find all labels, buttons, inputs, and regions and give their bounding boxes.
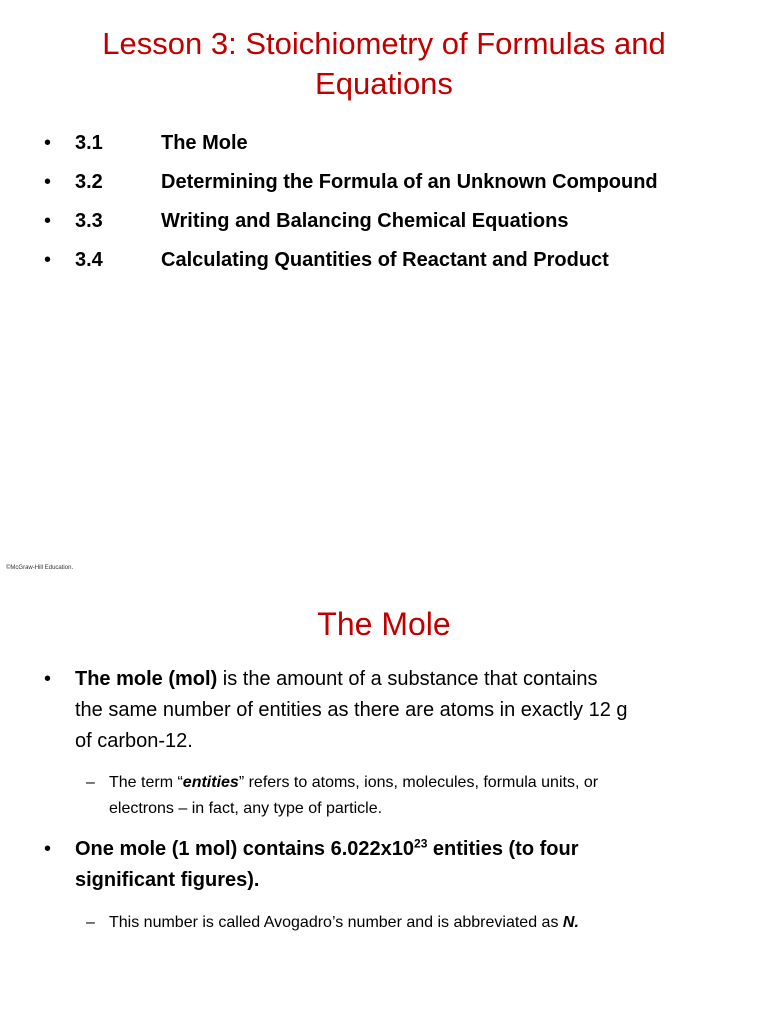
avogadro-note bbox=[86, 910, 736, 936]
topic-list bbox=[44, 128, 744, 284]
one-mole-suffix: entities (to four bbox=[427, 838, 579, 860]
topic-item bbox=[44, 167, 744, 206]
topic-number: 3.1 bbox=[75, 132, 103, 154]
topic-title: Writing and Balancing Chemical Equations bbox=[161, 210, 569, 232]
lesson-title-line-2: Equations bbox=[315, 66, 453, 102]
definition-line-3: of carbon-12. bbox=[75, 730, 193, 752]
bullet-icon: • bbox=[44, 668, 52, 690]
slide-title: The Mole bbox=[317, 606, 451, 642]
lesson-title-line-1: Lesson 3: Stoichiometry of Formulas and bbox=[102, 26, 666, 61]
topic-item bbox=[44, 206, 744, 245]
definition-line-1: is the amount of a substance that contains bbox=[217, 668, 598, 690]
topic-number: 3.2 bbox=[75, 171, 103, 193]
close-quote: ” bbox=[238, 774, 245, 791]
entities-prefix: The term bbox=[109, 774, 178, 791]
entities-line-2: electrons – in fact, any type of particle. bbox=[109, 800, 383, 817]
avogadro-symbol: N. bbox=[562, 914, 579, 931]
topic-title: Determining the Formula of an Unknown Compound bbox=[161, 171, 658, 193]
dash-icon: – bbox=[86, 914, 95, 931]
entities-note bbox=[86, 770, 736, 822]
lesson-title bbox=[0, 24, 768, 105]
definition-line-2: the same number of entities as there are atoms in exactly 12 g bbox=[75, 699, 628, 721]
one-mole-prefix: One mole (1 mol) contains 6.022x10 bbox=[75, 838, 415, 860]
topic-item bbox=[44, 128, 744, 167]
mole-definition bbox=[44, 664, 734, 757]
bullet-icon: • bbox=[44, 132, 52, 154]
one-mole-statement bbox=[44, 834, 734, 896]
topic-title: The Mole bbox=[161, 132, 248, 154]
exponent: 23 bbox=[414, 836, 428, 851]
avogadro-note-text bbox=[109, 910, 736, 936]
bullet-icon: • bbox=[44, 210, 52, 232]
bullet-icon: • bbox=[44, 171, 52, 193]
the-mole-slide bbox=[0, 576, 768, 1024]
one-mole-text bbox=[75, 834, 734, 896]
one-mole-line-2: significant figures). bbox=[75, 869, 260, 891]
topic-number: 3.3 bbox=[75, 210, 103, 232]
mole-definition-text bbox=[75, 664, 734, 757]
entities-note-text bbox=[109, 770, 736, 822]
bullet-icon: • bbox=[44, 838, 52, 860]
open-quote: “ bbox=[177, 774, 183, 791]
topic-item bbox=[44, 245, 744, 284]
topic-title: Calculating Quantities of Reactant and Product bbox=[161, 249, 609, 271]
avogadro-text: This number is called Avogadro’s number and is abbreviated as bbox=[109, 914, 563, 931]
entities-term: entities bbox=[182, 774, 239, 791]
mole-term: The mole (mol) bbox=[75, 668, 218, 690]
copyright-notice: ©McGraw-Hill Education. bbox=[6, 565, 74, 571]
bullet-icon: • bbox=[44, 249, 52, 271]
entities-line-1: refers to atoms, ions, molecules, formula units, or bbox=[244, 774, 599, 791]
dash-icon: – bbox=[86, 774, 95, 791]
topic-number: 3.4 bbox=[75, 249, 103, 271]
